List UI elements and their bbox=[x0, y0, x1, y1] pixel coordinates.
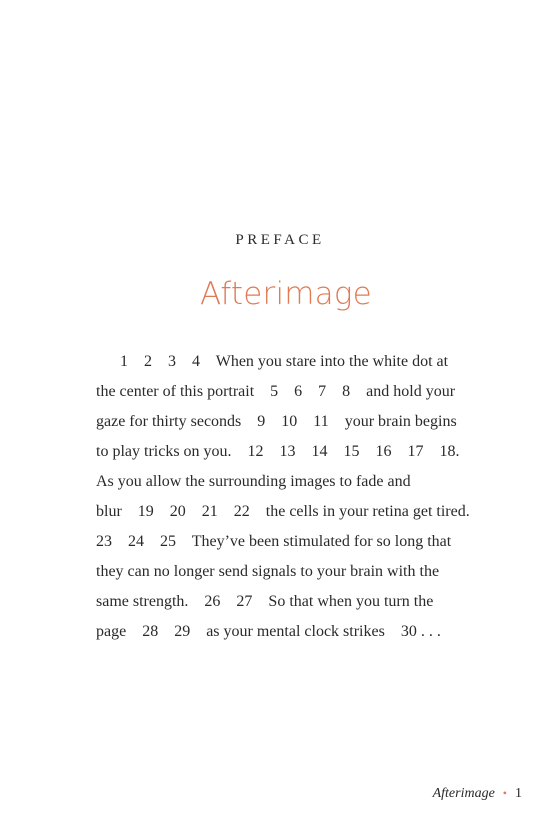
body-line: page 28 29 as your mental clock strikes 30 . . . bbox=[96, 623, 441, 640]
section-label: PREFACE bbox=[235, 232, 325, 248]
body-line: they can no longer send signals to your brain with the bbox=[96, 563, 440, 580]
running-title: Afterimage bbox=[432, 786, 495, 801]
body-line: 23 24 25 They’ve been stimulated for so long that bbox=[96, 533, 452, 550]
page-footer bbox=[433, 786, 522, 802]
chapter-title: Afterimage bbox=[200, 276, 372, 312]
body-line: 1 2 3 4 When you stare into the white dot at bbox=[120, 353, 449, 370]
body-line: gaze for thirty seconds 9 10 11 your brain begins bbox=[96, 413, 457, 430]
bullet-separator: • bbox=[502, 786, 507, 800]
body-line: to play tricks on you. 12 13 14 15 16 17 18. bbox=[96, 443, 460, 460]
page-number: 1 bbox=[515, 786, 522, 801]
body-line: the center of this portrait 5 6 7 8 and hold your bbox=[96, 383, 456, 400]
body-paragraph bbox=[96, 347, 496, 647]
body-line: same strength. 26 27 So that when you turn the bbox=[96, 593, 434, 610]
body-line: blur 19 20 21 22 the cells in your retina get tired. bbox=[96, 503, 470, 520]
body-line: As you allow the surrounding images to fade and bbox=[96, 473, 411, 490]
